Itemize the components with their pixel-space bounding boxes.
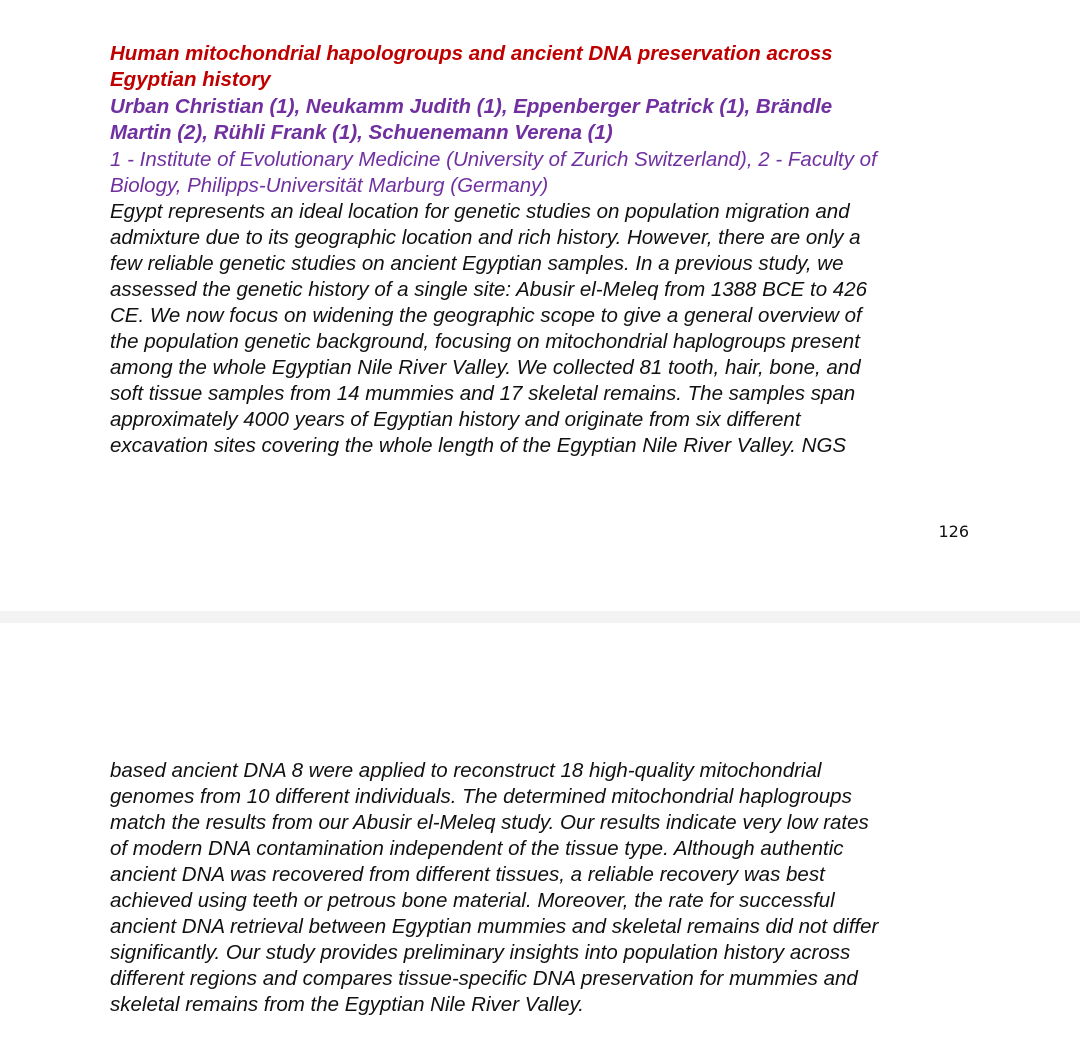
abstract-line: achieved using teeth or petrous bone material. Moreover, the rate for successful [110,889,835,912]
abstract-line: among the whole Egyptian Nile River Valley. We collected 81 tooth, hair, bone, and [110,356,861,379]
abstract-line: CE. We now focus on widening the geographic scope to give a general overview of [110,304,862,327]
abstract-line: approximately 4000 years of Egyptian history and originate from six different [110,408,801,431]
abstract-line: admixture due to its geographic location and rich history. However, there are only a [110,226,861,249]
author-line: Martin (2), Rühli Frank (1), Schuenemann Verena (1) [110,121,613,144]
author-list [110,94,960,146]
abstract-line: the population genetic background, focusing on mitochondrial haplogroups present [110,330,860,353]
abstract-line: few reliable genetic studies on ancient Egyptian samples. In a previous study, we [110,252,844,275]
abstract-line: ancient DNA retrieval between Egyptian mummies and skeletal remains did not differ [110,915,879,938]
abstract-title [110,41,960,93]
abstract-line: different regions and compares tissue-specific DNA preservation for mummies and [110,967,858,990]
affiliation-line: 1 - Institute of Evolutionary Medicine (University of Zurich Switzerland), 2 - Faculty of [110,148,877,171]
abstract-line: match the results from our Abusir el-Meleq study. Our results indicate very low rates [110,811,869,834]
abstract-body-part-2 [110,758,960,1018]
abstract-line: skeletal remains from the Egyptian Nile River Valley. [110,993,584,1016]
abstract-line: significantly. Our study provides preliminary insights into population history across [110,941,851,964]
abstract-line: soft tissue samples from 14 mummies and 17 skeletal remains. The samples span [110,382,856,405]
page-separator [0,611,1080,623]
affiliation-line: Biology, Philipps-Universität Marburg (Germany) [110,174,549,197]
abstract-line: Egypt represents an ideal location for genetic studies on population migration and [110,200,850,223]
next-page [0,623,1080,1058]
abstract-line: of modern DNA contamination independent of the tissue type. Although authentic [110,837,844,860]
abstract-line: genomes from 10 different individuals. The determined mitochondrial haplogroups [110,785,852,808]
abstract-line: based ancient DNA 8 were applied to reconstruct 18 high-quality mitochondrial [110,759,822,782]
abstract-body-part-1 [110,199,960,459]
page-number: 126 [938,522,969,541]
abstract-line: ancient DNA was recovered from different tissues, a reliable recovery was best [110,863,825,886]
abstract-line: assessed the genetic history of a single site: Abusir el-Meleq from 1388 BCE to 426 [110,278,867,301]
title-line: Human mitochondrial hapologroups and ancient DNA preservation across [110,42,833,65]
affiliations [110,147,960,199]
author-line: Urban Christian (1), Neukamm Judith (1), Eppenberger Patrick (1), Brändle [110,95,833,118]
title-line: Egyptian history [110,68,271,91]
abstract-line: excavation sites covering the whole length of the Egyptian Nile River Valley. NGS [110,434,847,457]
